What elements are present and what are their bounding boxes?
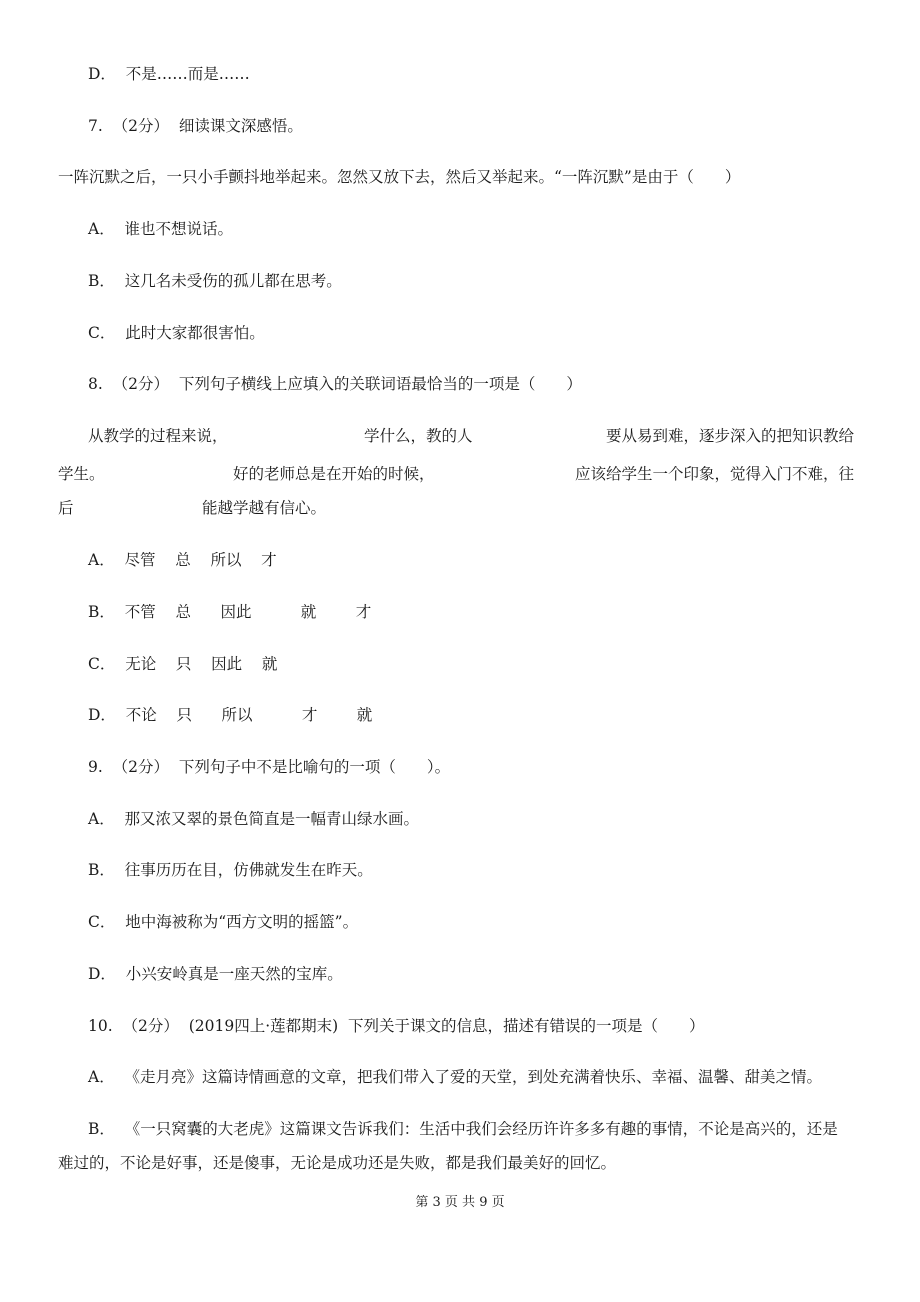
q8-s2-part3: 应该给学生一个印象，觉得入门不难，往 <box>575 465 855 483</box>
q10-option-b-line2: 难过的，不论是好事，还是傻事，无论是成功还是失败，都是我们最美好的回忆。 <box>58 1154 617 1172</box>
q7-header: 7. （2分） 细读课文深感悟。 <box>88 117 303 135</box>
q9-option-d: D． 小兴安岭真是一座天然的宝库。 <box>88 965 343 983</box>
q7-option-b: B． 这几名未受伤的孤儿都在思考。 <box>88 272 342 290</box>
q8-s1-part2: 学什么，教的人 <box>364 427 473 445</box>
q10-option-a: A． 《走月亮》这篇诗情画意的文章，把我们带入了爱的天堂，到处充满着快乐、幸福、温馨、甜美之情。 <box>88 1068 823 1086</box>
q8-option-a: A． 尽管 总 所以 才 <box>88 551 277 569</box>
q7-option-c: C． 此时大家都很害怕。 <box>88 324 265 342</box>
q8-option-c: C． 无论 只 因此 就 <box>88 655 278 673</box>
q8-s3-part2: 能越学越有信心。 <box>202 499 327 517</box>
q10-header: 10. （2分） (2019四上·莲都期末) 下列关于课文的信息，描述有错误的一项是（ ） <box>88 1017 705 1035</box>
q8-option-d: D． 不论 只 所以 才 就 <box>88 706 373 724</box>
page-footer: 第 3 页 共 9 页 <box>415 1195 505 1210</box>
q8-s3-part1: 后 <box>58 499 74 517</box>
q9-header: 9. （2分） 下列句子中不是比喻句的一项（ ）。 <box>88 758 451 776</box>
q8-s2-part2: 好的老师总是在开始的时候， <box>233 465 435 483</box>
q8-s1-part3: 要从易到难，逐步深入的把知识教给 <box>606 427 855 445</box>
q9-option-c: C． 地中海被称为“西方文明的摇篮”。 <box>88 913 359 931</box>
q6-option-d: D． 不是……而是…… <box>88 65 250 83</box>
q7-option-a: A． 谁也不想说话。 <box>88 220 234 238</box>
q8-s1-part1: 从教学的过程来说， <box>88 427 228 445</box>
q10-option-b-line1: B． 《一只窝囊的大老虎》这篇课文告诉我们：生活中我们会经历许许多多有趣的事情，不论是高兴的，还是 <box>88 1120 838 1138</box>
q8-option-b: B． 不管 总 因此 就 才 <box>88 603 372 621</box>
q8-header: 8. （2分） 下列句子横线上应填入的关联词语最恰当的一项是（ ） <box>88 375 582 393</box>
q9-option-a: A． 那又浓又翠的景色简直是一幅青山绿水画。 <box>88 810 420 828</box>
q9-option-b: B． 往事历历在目，仿佛就发生在昨天。 <box>88 861 373 879</box>
q8-s2-part1: 学生。 <box>58 465 105 483</box>
q7-passage: 一阵沉默之后，一只小手颤抖地举起来。忽然又放下去，然后又举起来。“一阵沉默”是由于（ ） <box>58 168 741 186</box>
